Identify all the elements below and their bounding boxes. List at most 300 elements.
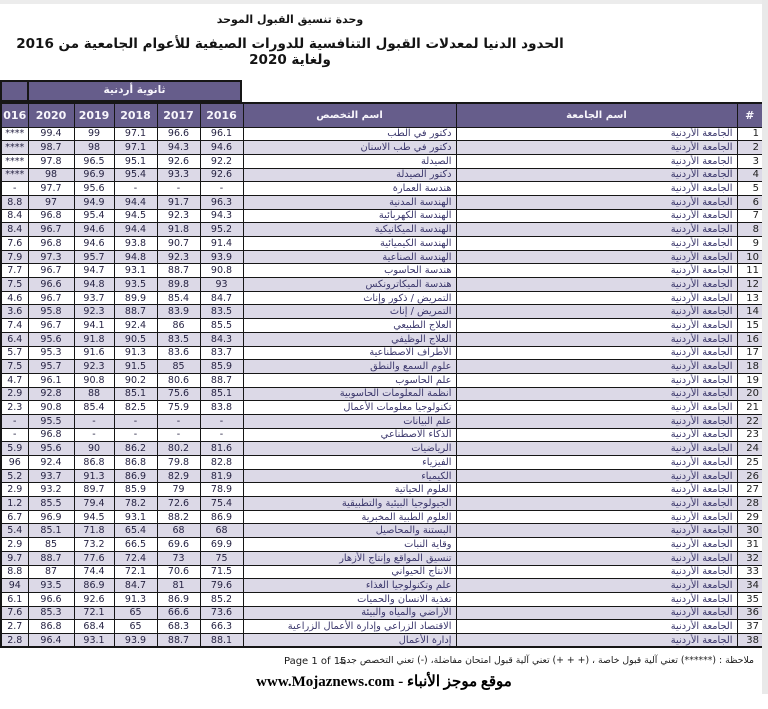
cell-cutoff-2016: 5.4 <box>1 524 28 538</box>
cell-2019: 89.7 <box>74 483 114 497</box>
table-row <box>1 456 763 470</box>
cell-2019: 94.5 <box>74 510 114 524</box>
cell-index: 5 <box>737 182 763 196</box>
cell-cutoff-2016: **** <box>1 141 28 155</box>
cell-2020: 98.7 <box>28 141 74 155</box>
cell-2016: 85.5 <box>200 319 243 333</box>
cell-university: الجامعة الأردنية <box>456 373 737 387</box>
cell-2016: 94.3 <box>200 209 243 223</box>
cell-2018: 78.2 <box>114 497 157 511</box>
cell-2019: 74.4 <box>74 565 114 579</box>
cell-2017: 68 <box>157 524 200 538</box>
table-row <box>1 620 763 634</box>
year-2016-column-header: 2016 <box>200 103 243 127</box>
cell-2020: 97.3 <box>28 250 74 264</box>
cell-2016: 92.6 <box>200 168 243 182</box>
cell-cutoff-2016: 7.4 <box>1 319 28 333</box>
cell-2018: 93.9 <box>114 633 157 647</box>
table-row <box>1 401 763 415</box>
table-row <box>1 387 763 401</box>
cell-2017: 85.4 <box>157 291 200 305</box>
cell-2019: 88 <box>74 387 114 401</box>
table-row <box>1 414 763 428</box>
cell-2019: 72.1 <box>74 606 114 620</box>
cell-university: الجامعة الأردنية <box>456 209 737 223</box>
page-number: Page 1 of 15 <box>284 656 347 668</box>
cell-2016: 96.1 <box>200 127 243 141</box>
cell-specialty: الجيولوجيا البيئية والتطبيقية <box>243 497 456 511</box>
cell-specialty: علم وتكنولوجيا الغذاء <box>243 579 456 593</box>
table-row <box>1 250 763 264</box>
cell-index: 25 <box>737 456 763 470</box>
cell-cutoff-2016: 7.6 <box>1 606 28 620</box>
table-row <box>1 305 763 319</box>
cell-2017: 81 <box>157 579 200 593</box>
cell-cutoff-2016: 7.5 <box>1 360 28 374</box>
cell-2019: 68.4 <box>74 620 114 634</box>
cell-2016: 79.6 <box>200 579 243 593</box>
cell-2018: 94.4 <box>114 223 157 237</box>
cell-2016: 91.4 <box>200 237 243 251</box>
cell-2020: 95.3 <box>28 346 74 360</box>
cell-2017: 75.6 <box>157 387 200 401</box>
cell-index: 18 <box>737 360 763 374</box>
cell-index: 1 <box>737 127 763 141</box>
cell-index: 20 <box>737 387 763 401</box>
cell-2020: 85.3 <box>28 606 74 620</box>
cell-university: الجامعة الأردنية <box>456 182 737 196</box>
cell-2019: 71.8 <box>74 524 114 538</box>
cell-2019: 94.6 <box>74 223 114 237</box>
cell-2020: 95.5 <box>28 414 74 428</box>
cell-index: 32 <box>737 551 763 565</box>
cell-index: 14 <box>737 305 763 319</box>
cell-index: 21 <box>737 401 763 415</box>
cell-2018: 91.5 <box>114 360 157 374</box>
cell-university: الجامعة الأردنية <box>456 195 737 209</box>
cell-2020: 93.5 <box>28 579 74 593</box>
table-row <box>1 223 763 237</box>
cell-university: الجامعة الأردنية <box>456 278 737 292</box>
cell-university: الجامعة الأردنية <box>456 154 737 168</box>
cell-2018: 94.4 <box>114 195 157 209</box>
cell-cutoff-2016: 8.4 <box>1 209 28 223</box>
cell-2018: 93.5 <box>114 278 157 292</box>
cell-2016: 84.3 <box>200 332 243 346</box>
cell-university: الجامعة الأردنية <box>456 305 737 319</box>
cell-2020: 96.4 <box>28 633 74 647</box>
cell-2017: 73 <box>157 551 200 565</box>
cell-cutoff-2016: 8.8 <box>1 195 28 209</box>
cell-2020: 96.8 <box>28 209 74 223</box>
table-row <box>1 291 763 305</box>
cell-university: الجامعة الأردنية <box>456 428 737 442</box>
table-row <box>1 332 763 346</box>
cell-2019: 94.6 <box>74 237 114 251</box>
table-row <box>1 278 763 292</box>
cell-specialty: التمريض / إناث <box>243 305 456 319</box>
cell-index: 2 <box>737 141 763 155</box>
certificate-group-header-row <box>0 80 768 102</box>
table-row <box>1 154 763 168</box>
cell-cutoff-2016: 3.6 <box>1 305 28 319</box>
cell-2017: 75.9 <box>157 401 200 415</box>
cell-2020: 92.8 <box>28 387 74 401</box>
cell-cutoff-2016: 94 <box>1 579 28 593</box>
cell-cutoff-2016: 4.7 <box>1 373 28 387</box>
cell-specialty: العلوم الطبية المخبرية <box>243 510 456 524</box>
cell-2018: 89.9 <box>114 291 157 305</box>
cell-university: الجامعة الأردنية <box>456 250 737 264</box>
cell-2019: 93.1 <box>74 633 114 647</box>
cell-cutoff-2016: 9.7 <box>1 551 28 565</box>
cell-university: الجامعة الأردنية <box>456 633 737 647</box>
cell-cutoff-2016: 4.6 <box>1 291 28 305</box>
cell-2018: 92.4 <box>114 319 157 333</box>
cell-university: الجامعة الأردنية <box>456 332 737 346</box>
cell-2018: - <box>114 428 157 442</box>
cell-2019: 94.1 <box>74 319 114 333</box>
table-row <box>1 538 763 552</box>
cell-index: 26 <box>737 469 763 483</box>
cell-2019: 73.2 <box>74 538 114 552</box>
cell-index: 28 <box>737 497 763 511</box>
cell-index: 9 <box>737 237 763 251</box>
cell-2017: 88.7 <box>157 633 200 647</box>
cell-2016: 85.9 <box>200 360 243 374</box>
cell-specialty: الهندسة المدنية <box>243 195 456 209</box>
cell-2019: 91.8 <box>74 332 114 346</box>
watermark: www.Mojaznews.com - موقع موجز الأنباء <box>256 674 512 691</box>
cell-2020: 85 <box>28 538 74 552</box>
table-row <box>1 606 763 620</box>
cell-2020: 99.4 <box>28 127 74 141</box>
cell-specialty: الفيزياء <box>243 456 456 470</box>
cell-2019: 86.9 <box>74 579 114 593</box>
cell-2018: 72.1 <box>114 565 157 579</box>
cell-university: الجامعة الأردنية <box>456 414 737 428</box>
cell-2016: 96.3 <box>200 195 243 209</box>
cell-cutoff-2016: 2.7 <box>1 620 28 634</box>
cell-2019: 96.9 <box>74 168 114 182</box>
cell-university: الجامعة الأردنية <box>456 456 737 470</box>
cell-university: الجامعة الأردنية <box>456 360 737 374</box>
cell-cutoff-2016: 6.7 <box>1 510 28 524</box>
cell-2018: 97.1 <box>114 127 157 141</box>
cell-2019: - <box>74 428 114 442</box>
cell-2020: 96.7 <box>28 264 74 278</box>
cell-cutoff-2016: 7.7 <box>1 264 28 278</box>
title-block <box>0 0 580 68</box>
cell-specialty: العلاج الطبيعي <box>243 319 456 333</box>
cell-2017: 85 <box>157 360 200 374</box>
cell-university: الجامعة الأردنية <box>456 606 737 620</box>
cell-2019: 94.7 <box>74 264 114 278</box>
cell-specialty: هندسة الميكاترونكس <box>243 278 456 292</box>
year-2020-column-header: 2020 <box>28 103 74 127</box>
cell-cutoff-2016: **** <box>1 154 28 168</box>
cell-university: الجامعة الأردنية <box>456 551 737 565</box>
table-row <box>1 127 763 141</box>
cell-specialty: الاقتصاد الزراعي وإدارة الأعمال الزراعية <box>243 620 456 634</box>
cell-2017: 83.5 <box>157 332 200 346</box>
cell-2017: 69.6 <box>157 538 200 552</box>
cell-cutoff-2016: 5.2 <box>1 469 28 483</box>
cell-2020: 97 <box>28 195 74 209</box>
cell-index: 24 <box>737 442 763 456</box>
table-row <box>1 373 763 387</box>
cell-2020: 96.8 <box>28 237 74 251</box>
cell-2017: 72.6 <box>157 497 200 511</box>
cell-cutoff-2016: 6.1 <box>1 592 28 606</box>
cell-2019: 98 <box>74 141 114 155</box>
cell-2018: 95.1 <box>114 154 157 168</box>
table-row <box>1 319 763 333</box>
cell-2019: 91.3 <box>74 469 114 483</box>
cell-university: الجامعة الأردنية <box>456 620 737 634</box>
cell-index: 27 <box>737 483 763 497</box>
cell-2018: 65 <box>114 620 157 634</box>
cell-2020: 96.7 <box>28 319 74 333</box>
cell-2019: 92.3 <box>74 305 114 319</box>
cell-specialty: تغذية الانسان والحميات <box>243 592 456 606</box>
cell-2019: 96.5 <box>74 154 114 168</box>
cell-university: الجامعة الأردنية <box>456 387 737 401</box>
cell-2019: 92.3 <box>74 360 114 374</box>
cell-university: الجامعة الأردنية <box>456 565 737 579</box>
cell-cutoff-2016: 7.5 <box>1 278 28 292</box>
cell-2016: 83.8 <box>200 401 243 415</box>
cell-cutoff-2016: **** <box>1 168 28 182</box>
cell-specialty: الرياضيات <box>243 442 456 456</box>
cell-2016: 75 <box>200 551 243 565</box>
cell-2016: 93.9 <box>200 250 243 264</box>
cell-index: 33 <box>737 565 763 579</box>
cell-2020: 92.4 <box>28 456 74 470</box>
table-body <box>1 127 763 647</box>
cell-2016: - <box>200 428 243 442</box>
cell-2018: 82.5 <box>114 401 157 415</box>
cell-2016: 82.8 <box>200 456 243 470</box>
cell-2018: 65.4 <box>114 524 157 538</box>
table-row <box>1 264 763 278</box>
cell-cutoff-2016: 96 <box>1 456 28 470</box>
cell-2020: 97.8 <box>28 154 74 168</box>
cell-2019: 95.4 <box>74 209 114 223</box>
cell-2019: 90 <box>74 442 114 456</box>
cell-cutoff-2016: 5.7 <box>1 346 28 360</box>
cell-2016: 85.2 <box>200 592 243 606</box>
cell-university: الجامعة الأردنية <box>456 127 737 141</box>
cell-index: 23 <box>737 428 763 442</box>
cell-university: الجامعة الأردنية <box>456 510 737 524</box>
cell-2019: 86.8 <box>74 456 114 470</box>
cell-2018: 88.7 <box>114 305 157 319</box>
cell-2018: 94.5 <box>114 209 157 223</box>
cell-2017: 86 <box>157 319 200 333</box>
cell-2016: 88.1 <box>200 633 243 647</box>
table-header-row <box>1 103 763 127</box>
cell-2018: 86.2 <box>114 442 157 456</box>
cell-university: الجامعة الأردنية <box>456 592 737 606</box>
cell-2018: 90.5 <box>114 332 157 346</box>
cell-university: الجامعة الأردنية <box>456 524 737 538</box>
table-row <box>1 551 763 565</box>
cell-2017: 91.7 <box>157 195 200 209</box>
cell-cutoff-2016: - <box>1 428 28 442</box>
group-header-jordanian-secondary: ثانوية أردنية <box>28 80 242 102</box>
cell-university: الجامعة الأردنية <box>456 141 737 155</box>
cell-specialty: هندسة الحاسوب <box>243 264 456 278</box>
cell-2020: 98 <box>28 168 74 182</box>
cell-2017: 70.6 <box>157 565 200 579</box>
cell-2016: 94.6 <box>200 141 243 155</box>
cell-specialty: الهندسة الصناعية <box>243 250 456 264</box>
cell-specialty: التمريض / ذكور وإناث <box>243 291 456 305</box>
cell-university: الجامعة الأردنية <box>456 291 737 305</box>
cell-2016: 83.7 <box>200 346 243 360</box>
cell-cutoff-2016: 2.3 <box>1 401 28 415</box>
cell-cutoff-2016: 7.9 <box>1 250 28 264</box>
cell-specialty: أنظمة المعلومات الحاسوبية <box>243 387 456 401</box>
cell-2017: 92.3 <box>157 250 200 264</box>
table-row <box>1 428 763 442</box>
cell-2018: 93.8 <box>114 237 157 251</box>
admission-rates-table <box>0 102 764 648</box>
table-row <box>1 510 763 524</box>
cell-2020: 87 <box>28 565 74 579</box>
specialty-column-header: اسم التخصص <box>243 103 456 127</box>
cell-2016: - <box>200 182 243 196</box>
cell-2020: 96.8 <box>28 428 74 442</box>
cell-specialty: العلوم الحياتية <box>243 483 456 497</box>
cell-2016: 83.5 <box>200 305 243 319</box>
cell-2018: 66.5 <box>114 538 157 552</box>
cell-university: الجامعة الأردنية <box>456 168 737 182</box>
cell-specialty: دكتور الصيدلة <box>243 168 456 182</box>
page-edge-right <box>762 0 768 694</box>
cell-2016: 92.2 <box>200 154 243 168</box>
cell-2020: 86.8 <box>28 620 74 634</box>
index-column-header: # <box>737 103 763 127</box>
cell-2018: 90.2 <box>114 373 157 387</box>
cell-2019: 95.6 <box>74 182 114 196</box>
cell-2016: 68 <box>200 524 243 538</box>
cell-2020: 96.9 <box>28 510 74 524</box>
cell-2019: 93.7 <box>74 291 114 305</box>
table-row <box>1 633 763 647</box>
cell-2020: 93.2 <box>28 483 74 497</box>
cell-2017: 79 <box>157 483 200 497</box>
cell-2016: 69.9 <box>200 538 243 552</box>
cell-index: 12 <box>737 278 763 292</box>
cell-specialty: الهندسة الميكانيكية <box>243 223 456 237</box>
cell-2018: 94.8 <box>114 250 157 264</box>
cell-index: 30 <box>737 524 763 538</box>
cell-index: 31 <box>737 538 763 552</box>
table-row <box>1 565 763 579</box>
table-row <box>1 469 763 483</box>
cell-specialty: تكنولوجيا معلومات الأعمال <box>243 401 456 415</box>
cell-2017: 94.3 <box>157 141 200 155</box>
cell-2016: 86.9 <box>200 510 243 524</box>
cell-2017: 88.7 <box>157 264 200 278</box>
cell-2016: 90.8 <box>200 264 243 278</box>
footnote: ملاحظة : (******) تعني آلية قبول خاصة ، (+ + +) تعني آلية قبول امتحان مفاضلة، (-) تعني التخصص جديد <box>338 655 754 667</box>
cell-2020: 88.7 <box>28 551 74 565</box>
cell-2020: 96.7 <box>28 223 74 237</box>
cell-2016: 81.9 <box>200 469 243 483</box>
table-row <box>1 168 763 182</box>
cell-university: الجامعة الأردنية <box>456 469 737 483</box>
cell-university: الجامعة الأردنية <box>456 264 737 278</box>
cell-specialty: وقاية النبات <box>243 538 456 552</box>
org-title: وحدة تنسيق القبول الموحد <box>216 13 364 26</box>
cell-2016: - <box>200 414 243 428</box>
cell-cutoff-2016: 8.4 <box>1 223 28 237</box>
year-2017-column-header: 2017 <box>157 103 200 127</box>
cell-2019: 94.8 <box>74 278 114 292</box>
cell-2019: 92.6 <box>74 592 114 606</box>
cell-2017: 89.8 <box>157 278 200 292</box>
cell-2018: 86.8 <box>114 456 157 470</box>
table-row <box>1 237 763 251</box>
footer-row <box>0 655 768 670</box>
cell-cutoff-2016: 8.8 <box>1 565 28 579</box>
cell-specialty: علوم السمع والنطق <box>243 360 456 374</box>
cell-cutoff-2016: - <box>1 414 28 428</box>
cell-2017: 91.8 <box>157 223 200 237</box>
cell-specialty: الكيمياء <box>243 469 456 483</box>
table-row <box>1 483 763 497</box>
cell-2018: 84.7 <box>114 579 157 593</box>
table-row <box>1 524 763 538</box>
cell-2019: 99 <box>74 127 114 141</box>
cell-cutoff-2016: 6.4 <box>1 332 28 346</box>
cell-2017: 92.6 <box>157 154 200 168</box>
cell-2019: 95.7 <box>74 250 114 264</box>
cell-index: 29 <box>737 510 763 524</box>
cell-2017: 86.9 <box>157 592 200 606</box>
cell-2016: 66.3 <box>200 620 243 634</box>
table-row <box>1 360 763 374</box>
cell-university: الجامعة الأردنية <box>456 401 737 415</box>
cell-2020: 95.7 <box>28 360 74 374</box>
cell-2018: - <box>114 182 157 196</box>
cell-index: 8 <box>737 223 763 237</box>
cell-cutoff-2016: 2.9 <box>1 538 28 552</box>
cell-cutoff-2016: **** <box>1 127 28 141</box>
cell-2018: 95.4 <box>114 168 157 182</box>
cell-index: 16 <box>737 332 763 346</box>
cell-specialty: علم البيانات <box>243 414 456 428</box>
cell-2020: 97.7 <box>28 182 74 196</box>
cell-2016: 85.1 <box>200 387 243 401</box>
cell-2016: 78.9 <box>200 483 243 497</box>
cell-index: 34 <box>737 579 763 593</box>
cell-index: 4 <box>737 168 763 182</box>
cell-2020: 95.6 <box>28 442 74 456</box>
cell-specialty: دكتور في الطب <box>243 127 456 141</box>
cell-2017: 66.6 <box>157 606 200 620</box>
table-row <box>1 592 763 606</box>
cell-specialty: العلاج الوظيفي <box>243 332 456 346</box>
page-title: الحدود الدنيا لمعدلات القبول التنافسية للدورات الصيفية للأعوام الجامعية من 2016 ولغاية 2020 <box>16 36 564 68</box>
cell-2016: 73.6 <box>200 606 243 620</box>
cell-university: الجامعة الأردنية <box>456 346 737 360</box>
cell-index: 36 <box>737 606 763 620</box>
cell-2020: 90.8 <box>28 401 74 415</box>
